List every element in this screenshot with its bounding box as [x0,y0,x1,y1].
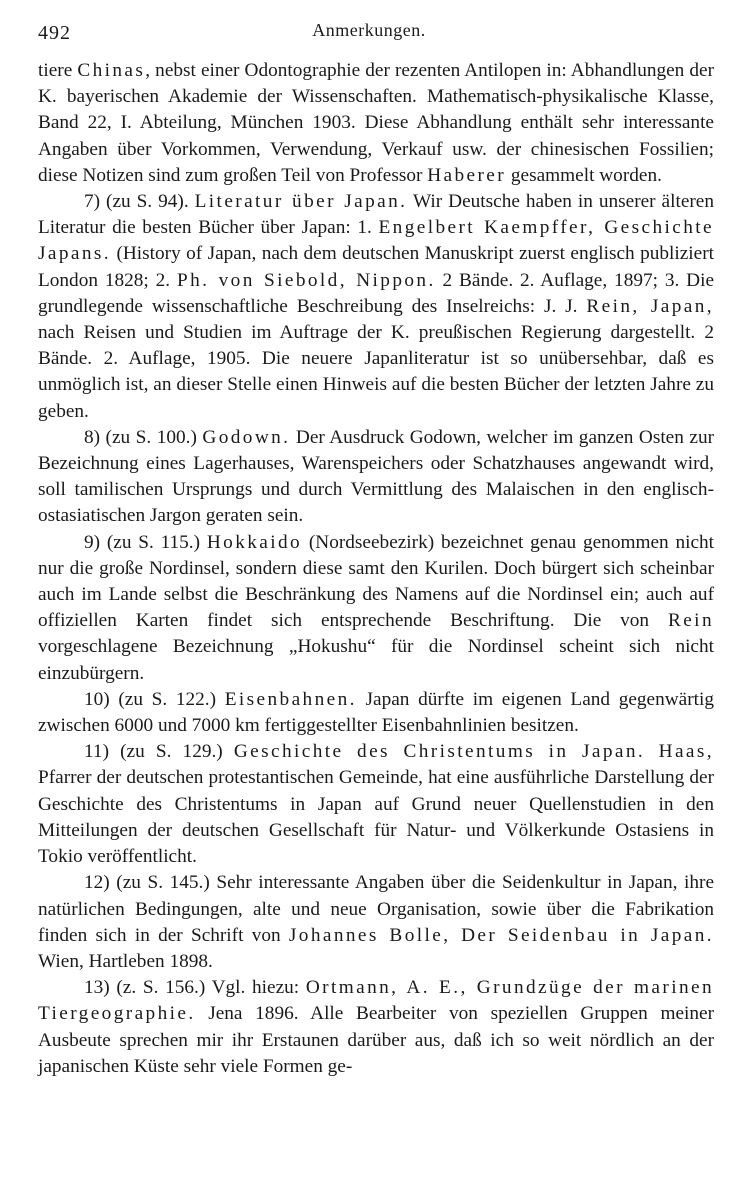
paragraph-text: 9) (zu S. 115.) [84,531,207,553]
paragraph-text: nach Reisen und Studien im Auftrage der K. preußischen Regierung dargestellt. 2 Bände. 2. Auflage, 1905. Die neuere Japanliteratur ist so unübersehbar, daß es unmöglich ist, an dieser Stelle einen Hinweis auf die besten Bücher der letzten Jahre zu geben. [38,322,714,422]
paragraph-text: Wir Deutsche haben in unserer älteren Literatur die besten Bücher über Japan: 1. [38,191,715,239]
running-head: Anmerkungen. [312,20,426,40]
spaced-emphasis-text: Ortmann, A. E., Grundzüge der marinen Tiergeographie. [38,977,714,1025]
paragraph-text: Japan dürfte im eigenen Land gegenwärtig zwischen 6000 und 7000 km fertiggestellter Eisenbahnlinien besitzen. [38,688,714,737]
footnote-paragraph [38,189,714,425]
spaced-emphasis-text: Johannes Bolle, Der Seidenbau in Japan. [288,924,714,946]
spaced-emphasis-text: Literatur über Japan. [194,191,408,213]
page-number: 492 [38,22,71,44]
paragraph-text: , nebst einer Odontographie der rezenten Antilopen in: Abhandlungen der K. bayerischen Akademie der Wissenschaften. Mathematisch-physikalische Klasse, Band 22, I. Abteilung, München 1903. Diese Abhandlung enthält sehr interessante Angaben über Vorkommen, Verwendung, Verkauf usw. der chinesischen Fossilien; diese Notizen sind zum großen Teil von Professor [38,60,714,186]
paragraph-text: 2 Bände. 2. Auflage, 1897; 3. Die grundlegende wissenschaftliche Beschreibung des Inselreichs: J. J. [38,269,715,317]
paragraph-text: 7) (zu S. 94). [84,191,195,213]
spaced-emphasis-text: Rein [667,610,714,632]
footnote-paragraph [38,530,714,687]
notes-body [38,58,714,1080]
paragraph-text: 10) (zu S. 122.) [84,688,225,710]
continued-paragraph [38,58,714,189]
spaced-emphasis-text: Engelbert Kaempffer, Geschichte Japans. [38,217,714,265]
paragraph-text: tiere [38,60,78,81]
paragraph-text: vorgeschlagene Bezeichnung „Hokushu“ für die Nordinsel scheint sich nicht einzubürgern. [38,636,714,684]
paragraph-text: Wien, Hartleben 1898. [38,950,213,972]
paragraph-text: 13) (z. S. 156.) Vgl. hiezu: [84,977,306,999]
footnote-paragraph [38,739,714,870]
paragraph-text: gesammelt worden. [506,164,662,186]
footnote-paragraph [38,425,714,530]
footnote-paragraph [38,975,714,1080]
spaced-emphasis-text: Hokkaido [206,531,303,553]
footnote-paragraph [38,870,714,975]
spaced-emphasis-text: Eisenbahnen. [224,688,357,710]
paragraph-text: (History of Japan, nach dem deutschen Manuskript zuerst englisch publiziert London 1828; 2. [38,243,714,291]
page-header [38,20,700,50]
paragraph-text: 8) (zu S. 100.) [84,426,203,448]
paragraph-text: Pfarrer der deutschen protestantischen Gemeinde, hat eine ausführliche Darstellung der Geschichte des Christentums in Japan auf Grund neuer Quellenstudien in den Mitteilungen der deutschen Gesellschaft für Natur- und Völkerkunde Ostasiens in Tokio veröffentlicht. [38,767,714,868]
paragraph-text: Jena 1896. Alle Bearbeiter von speziellen Gruppen meiner Ausbeute sprechen mir ihr Erstaunen darüber aus, daß ich so weit nördlich an der japanischen Küste sehr viele Formen ge- [38,1003,714,1077]
spaced-emphasis-text: Godown. [202,426,291,448]
paragraph-text: 12) (zu S. 145.) Sehr interessante Angaben über die Seidenkultur in Japan, ihre natürlichen Bedingungen, alte und neue Organisation, sowie über die Fabrikation finden sich in der Schrift von [38,872,714,946]
paragraph-text: Der Ausdruck Godown, welcher im ganzen Osten zur Bezeichnung eines Lagerhauses, Warenspeichers oder Schatzhauses angewandt wird, soll tamilischen Ursprungs und durch Vermittlung des Malaischen in den englisch-ostasiatischen Jargon geraten sein. [38,426,714,527]
spaced-emphasis-text: Ph. von Siebold, Nippon. [176,269,436,291]
paragraph-text: 11) (zu S. 129.) [84,741,234,763]
spaced-emphasis-text: Rein, Japan, [586,295,714,317]
footnote-paragraph [38,687,714,739]
paragraph-text: (Nordseebezirk) bezeichnet genau genommen nicht nur die große Nordinsel, sondern diese samt den Kurilen. Doch bürgert sich scheinbar auch im Lande selbst die Beschränkung des Namens auf die Nordinsel ein; auch auf offiziellen Karten findet sich entsprechende Beschriftung. Die von [38,531,714,632]
spaced-emphasis-text: Chinas [77,60,146,81]
spaced-emphasis-text: Geschichte des Christentums in Japan. Haas, [233,741,715,763]
spaced-emphasis-text: Haberer [427,164,507,186]
